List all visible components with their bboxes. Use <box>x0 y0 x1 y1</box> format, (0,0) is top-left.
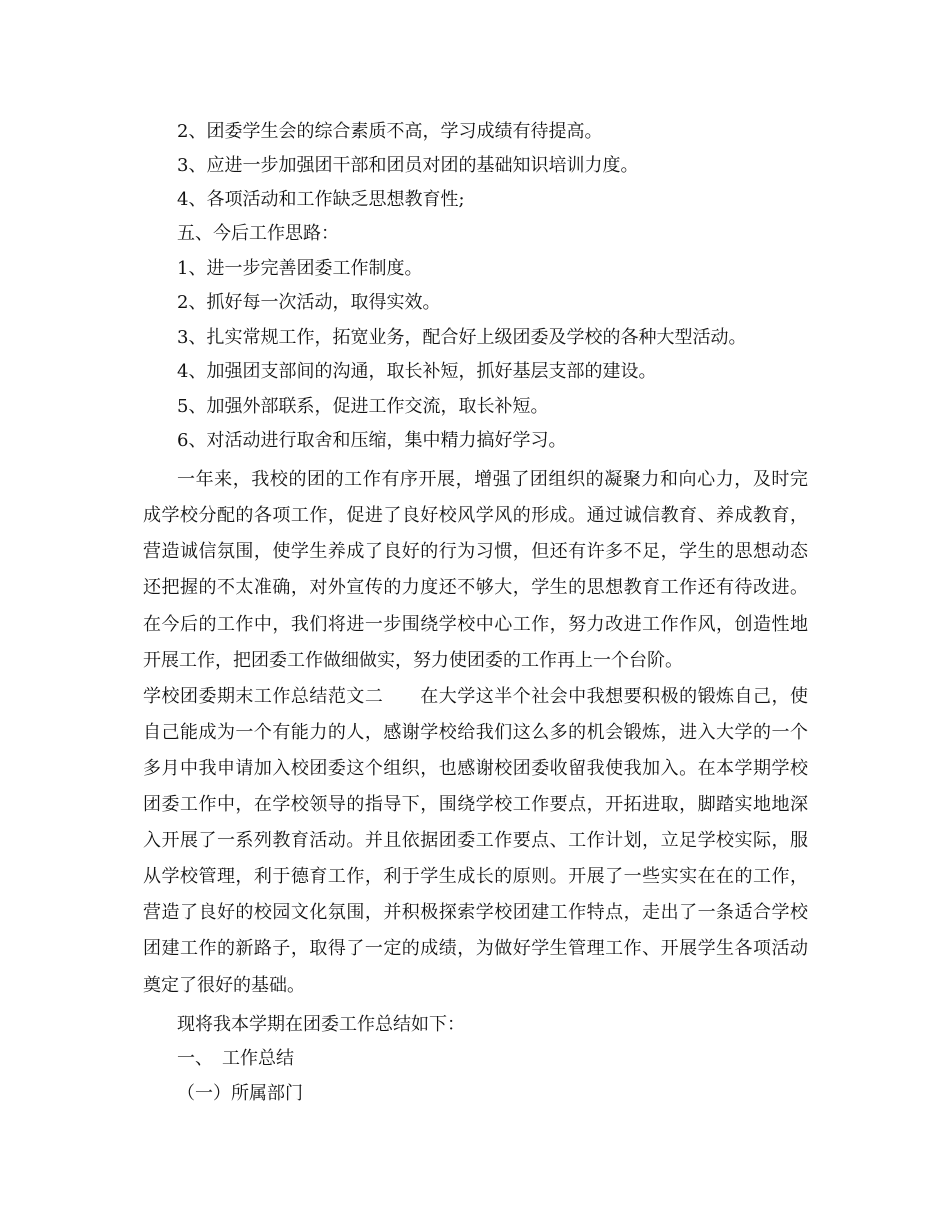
paragraph-line: 3、扎实常规工作，拓宽业务，配合好上级团委及学校的各种大型活动。 <box>177 327 747 348</box>
paragraph-line: 学校团委期末工作总结范文二 在大学这半个社会中我想要积极的锻炼自己，使 <box>143 686 808 707</box>
paragraph-line: 成学校分配的各项工作，促进了良好校风学风的形成。通过诚信教育、养成教育， <box>143 505 808 526</box>
paragraph-line: 多月中我申请加入校团委这个组织，也感谢校团委收留我使我加入。在本学期学校 <box>143 758 808 779</box>
paragraph-line: 营造诚信氛围，使学生养成了良好的行为习惯，但还有许多不足，学生的思想动态 <box>143 541 808 562</box>
paragraph-line: 在今后的工作中，我们将进一步围绕学校中心工作，努力改进工作作风，创造性地 <box>143 614 808 635</box>
paragraph-line: 3、应进一步加强团干部和团员对团的基础知识培训力度。 <box>177 155 639 176</box>
paragraph-line: 营造了良好的校园文化氛围，并积极探索学校团建工作特点，走出了一条适合学校 <box>143 902 808 923</box>
paragraph-line: 从学校管理，利于德育工作，利于学生成长的原则。开展了一些实实在在的工作， <box>143 866 808 887</box>
paragraph-line: 5、加强外部联系，促进工作交流，取长补短。 <box>177 396 549 417</box>
paragraph-line: 6、对活动进行取舍和压缩，集中精力搞好学习。 <box>177 430 567 451</box>
paragraph-line: 现将我本学期在团委工作总结如下： <box>177 1014 465 1035</box>
paragraph-line: 一年来，我校的团的工作有序开展，增强了团组织的凝聚力和向心力，及时完 <box>177 469 808 490</box>
subsection-heading: （一）所属部门 <box>177 1083 303 1104</box>
paragraph-line: 2、抓好每一次活动，取得实效。 <box>177 292 441 313</box>
paragraph-line: 自己能成为一个有能力的人，感谢学校给我们这么多的机会锻炼，进入大学的一个 <box>143 722 808 743</box>
paragraph-line: 团建工作的新路子，取得了一定的成绩，为做好学生管理工作、开展学生各项活动 <box>143 938 808 959</box>
paragraph-line: 还把握的不太准确，对外宣传的力度还不够大，学生的思想教育工作还有待改进。 <box>143 577 808 598</box>
paragraph-line: 团委工作中，在学校领导的指导下，围绕学校工作要点，开拓进取，脚踏实地地深 <box>143 794 808 815</box>
paragraph-line: 入开展了一系列教育活动。并且依据团委工作要点、工作计划，立足学校实际，服 <box>143 830 808 851</box>
paragraph-line: 开展工作，把团委工作做细做实，努力使团委的工作再上一个台阶。 <box>143 650 683 671</box>
section-heading: 一、 工作总结 <box>177 1048 294 1069</box>
paragraph-line: 1、进一步完善团委工作制度。 <box>177 258 423 279</box>
paragraph-line: 4、各项活动和工作缺乏思想教育性; <box>177 189 465 210</box>
paragraph-line: 4、加强团支部间的沟通，取长补短，抓好基层支部的建设。 <box>177 361 657 382</box>
section-heading: 五、今后工作思路： <box>177 223 339 244</box>
paragraph-line: 2、团委学生会的综合素质不高，学习成绩有待提高。 <box>177 121 603 142</box>
paragraph-line: 奠定了很好的基础。 <box>143 975 305 996</box>
